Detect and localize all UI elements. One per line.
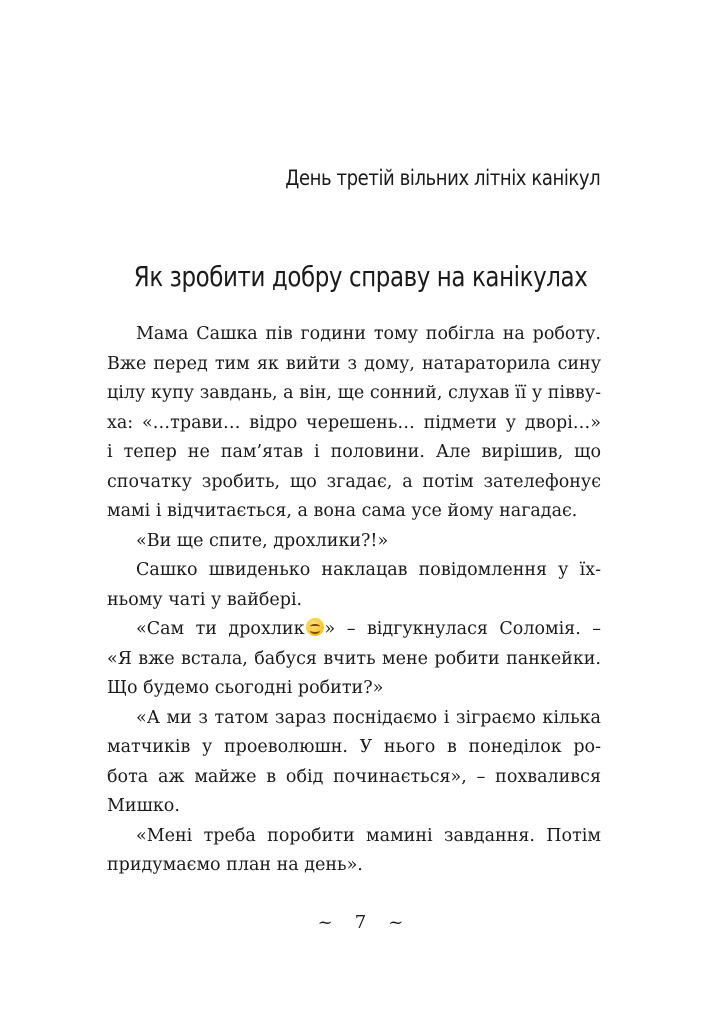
text-line: бота аж майже в обід починається», – похвалився: [107, 766, 601, 787]
body-text: [107, 320, 601, 881]
text-line-with-emoji: [107, 615, 601, 645]
text-line: ха: «…трави… відро черешень… підмети у дворі…»: [107, 412, 601, 433]
text-line: «Мені треба поробити мамині завдання. Потім: [136, 825, 601, 846]
left-ornament: ~: [317, 912, 333, 933]
text-line: Мишко.: [107, 796, 180, 816]
text-line: Вже перед тим як вийти з дому, натараторила сину: [107, 353, 601, 374]
chapter-header: День третій вільних літніх канікул: [284, 166, 600, 190]
text-line: і тепер не пам’ятав і половини. Але вирішив, що: [107, 442, 601, 462]
text-line: матчиків у проеволюшн. У нього в понеділок ро-: [107, 737, 601, 757]
text-line: цілу купу завдань, а він, ще сонний, слухав її у півву-: [107, 383, 601, 403]
text-line: ньому чаті у вайбері.: [107, 589, 303, 610]
text-line: спочатку зробить, що згадає, а потім зателефонує: [107, 471, 601, 492]
right-ornament: ~: [388, 912, 404, 933]
text-line: «А ми з татом зараз поснідаємо і зіграємо кілька: [136, 707, 601, 728]
page-number: 7: [354, 912, 367, 933]
page-title-text: Як зробити добру справу на канікулах: [133, 260, 588, 293]
page-title: [0, 260, 721, 293]
text-line: «Ви ще спите, дрохлики?!»: [136, 530, 389, 551]
text-fragment: «Сам ти дрохлик: [136, 619, 305, 639]
smiling-face-emoji-icon: [306, 618, 324, 636]
text-line: мамі і відчитається, а вона сама усе йому нагадає.: [107, 501, 578, 521]
text-line: придумаємо план на день».: [107, 855, 363, 875]
text-line: Сашко швиденько наклацав повідомлення у їх-: [136, 560, 601, 580]
text-fragment: » – відгукнулася Соломія. –: [324, 619, 601, 639]
page-footer: [0, 912, 721, 933]
text-line: Мама Сашка пів години тому побігла на роботу.: [136, 324, 601, 344]
text-line: Що будемо сьогодні робити?»: [107, 678, 384, 698]
text-line: «Я вже встала, бабуся вчить мене робити панкейки.: [107, 648, 601, 669]
